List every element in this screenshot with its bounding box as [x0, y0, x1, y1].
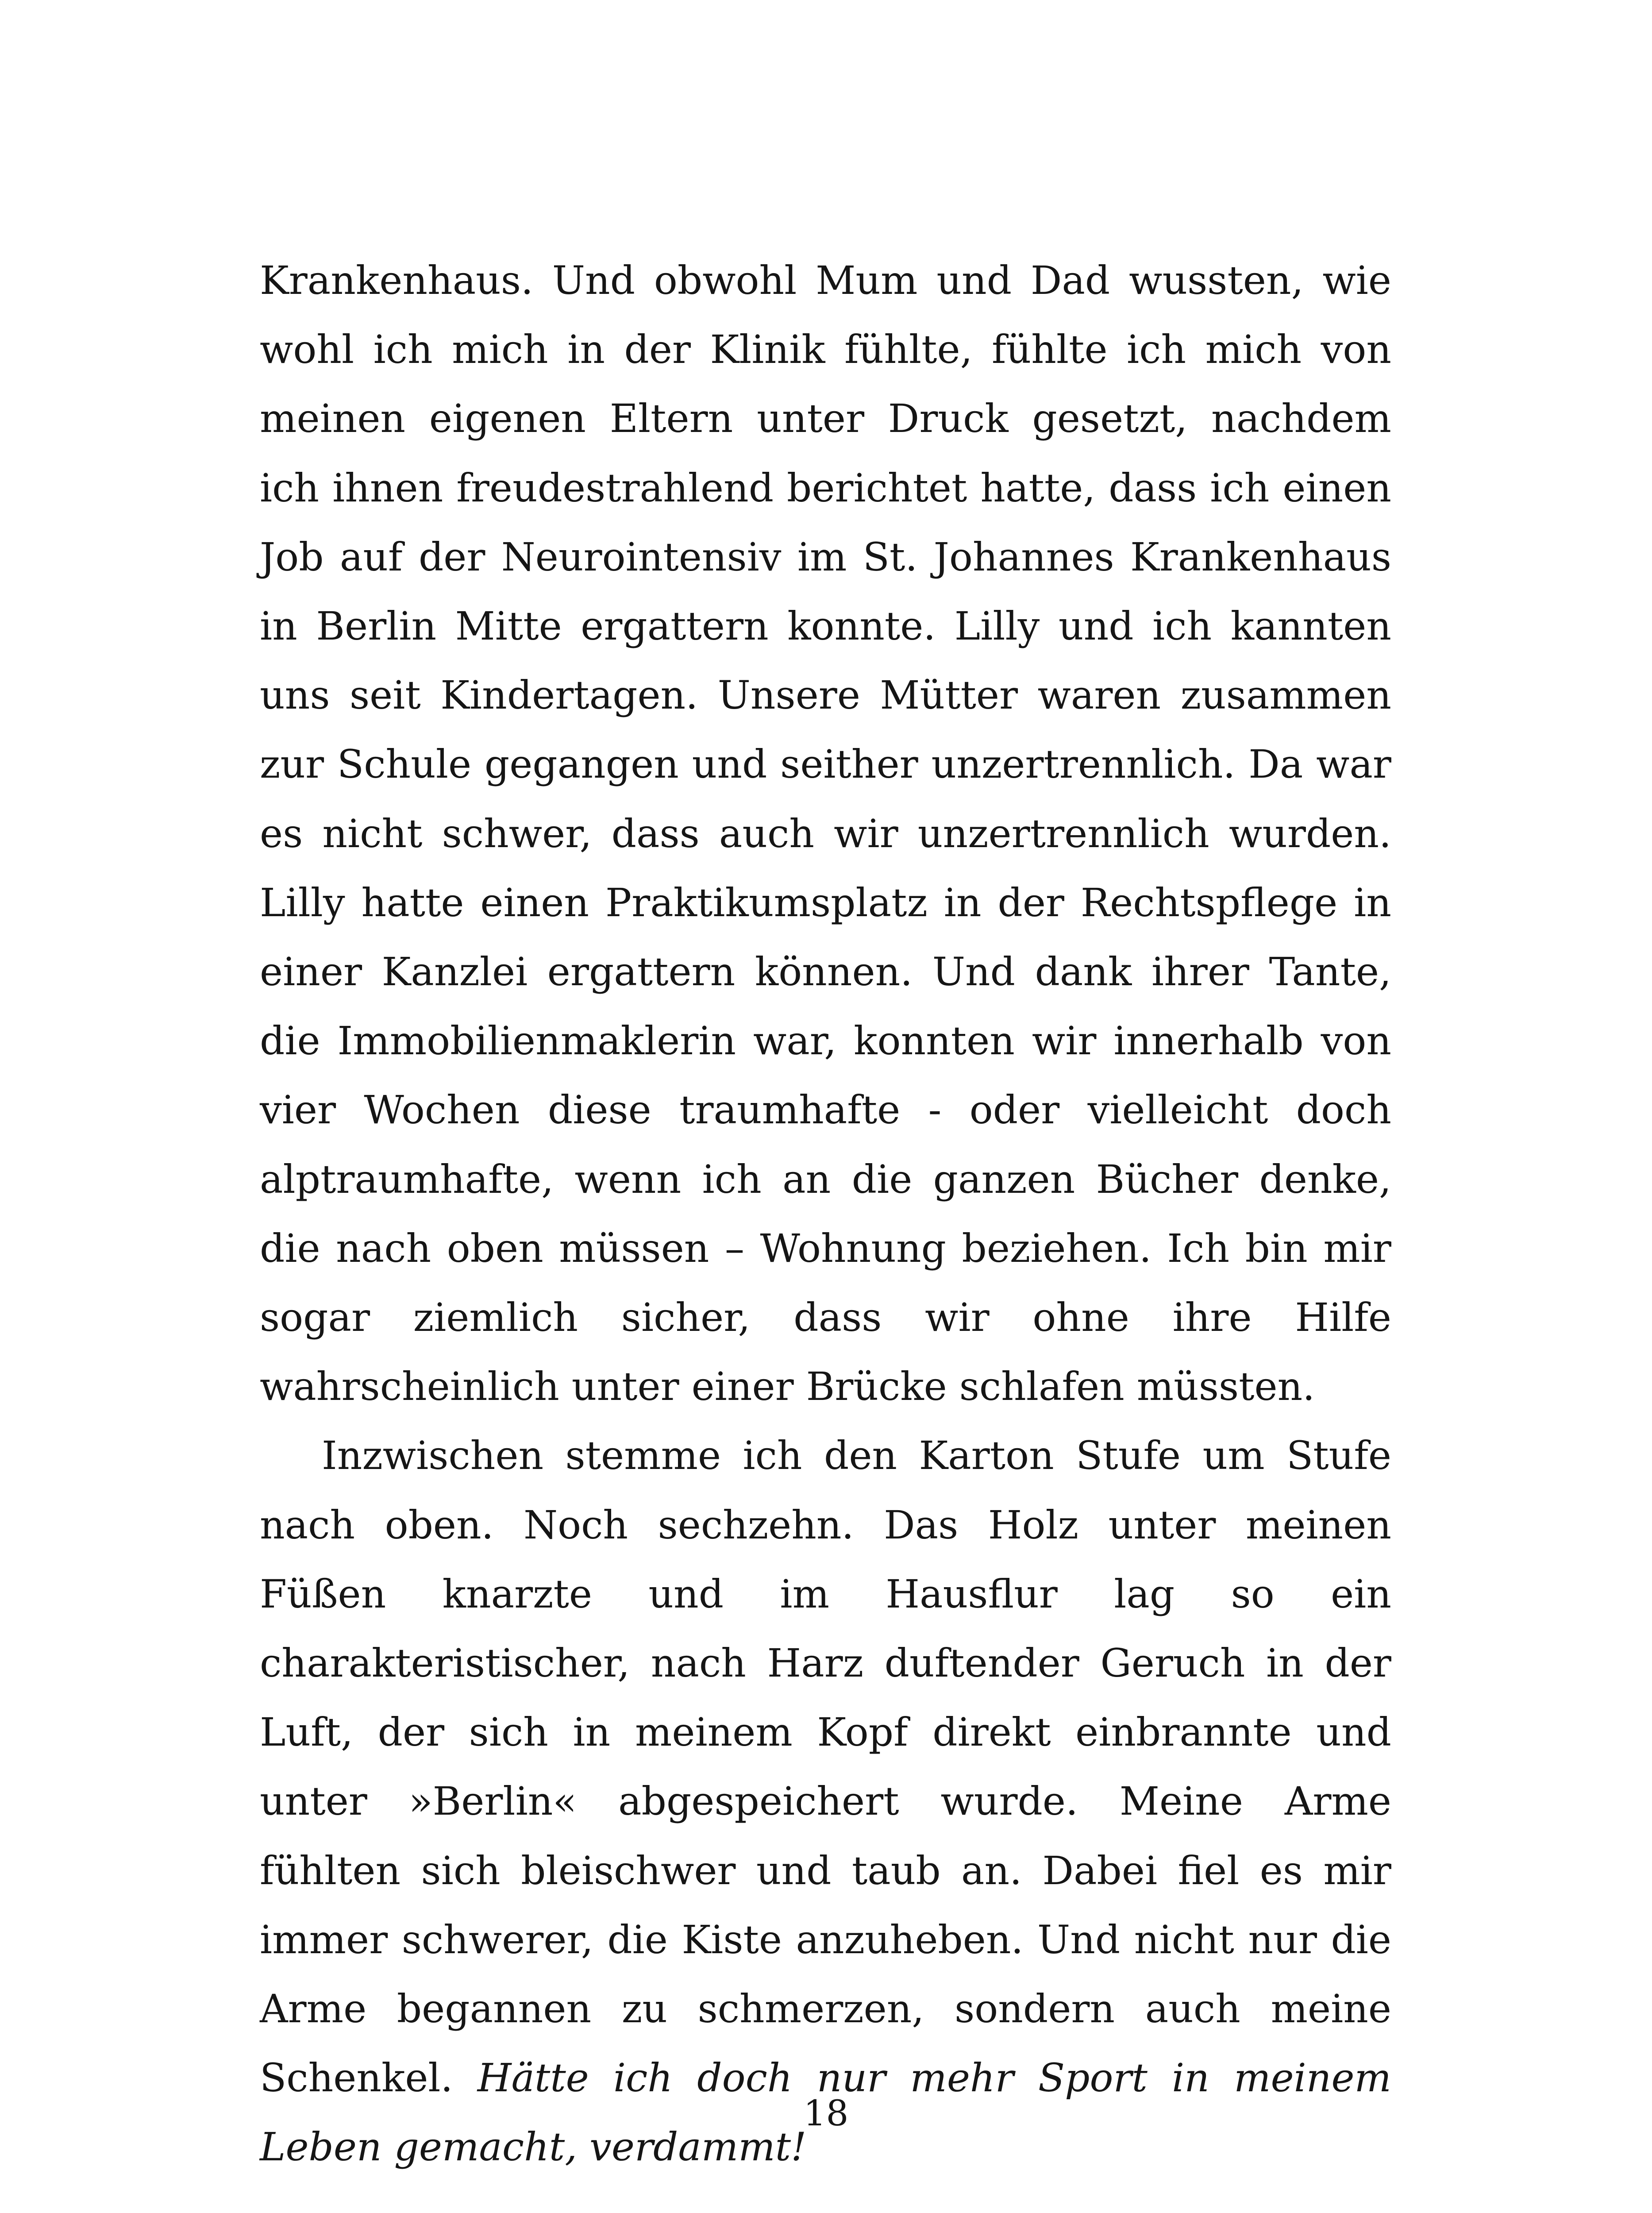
- body-text: [260, 246, 1391, 2182]
- paragraph-2-italic-thought: Hätte ich doch nur mehr Sport in meinem Leben gemacht, verdammt!: [260, 2055, 1391, 2170]
- paragraph-2: [260, 1421, 1391, 2182]
- paragraph-1-text: Krankenhaus. Und obwohl Mum und Dad wussten, wie wohl ich mich in der Klinik fühlte, fühlte ich mich von meinen eigenen Eltern unter Druck gesetzt, nachdem ich ihnen freudestrahlend berichtet hatte, dass ich einen Job auf der Neurointensiv im St. Johannes Krankenhaus in Berlin Mitte ergattern konnte. Lilly und ich kannten uns seit Kindertagen. Unsere Mütter waren zusammen zur Schule gegangen und seither unzertrennlich. Da war es nicht schwer, dass auch wir unzertrennlich wurden. Lilly hatte einen Praktikumsplatz in der Rechtspflege in einer Kanzlei ergattern können. Und dank ihrer Tante, die Immobilienmaklerin war, konnten wir innerhalb von vier Wochen diese traumhafte - oder vielleicht doch alptraumhafte, wenn ich an die ganzen Bücher denke, die nach oben müssen – Wohnung beziehen. Ich bin mir sogar ziemlich sicher, dass wir ohne ihre Hilfe wahrscheinlich unter einer Brücke schlafen müssten.: [260, 258, 1391, 1410]
- paragraph-1: [260, 246, 1391, 1421]
- paragraph-2-text: Inzwischen stemme ich den Karton Stufe um Stufe nach oben. Noch sechzehn. Das Holz unter meinen Füßen knarzte und im Hausflur lag so ein charakteristischer, nach Harz duftender Geruch in der Luft, der sich in meinem Kopf direkt einbrannte und unter »Berlin« abgespeichert wurde. Meine Arme fühlten sich bleischwer und taub an. Dabei fiel es mir immer schwerer, die Kiste anzuheben. Und nicht nur die Arme begannen zu schmerzen, sondern auch meine Schenkel.: [260, 1433, 1391, 2101]
- page-number: 18: [803, 2093, 849, 2134]
